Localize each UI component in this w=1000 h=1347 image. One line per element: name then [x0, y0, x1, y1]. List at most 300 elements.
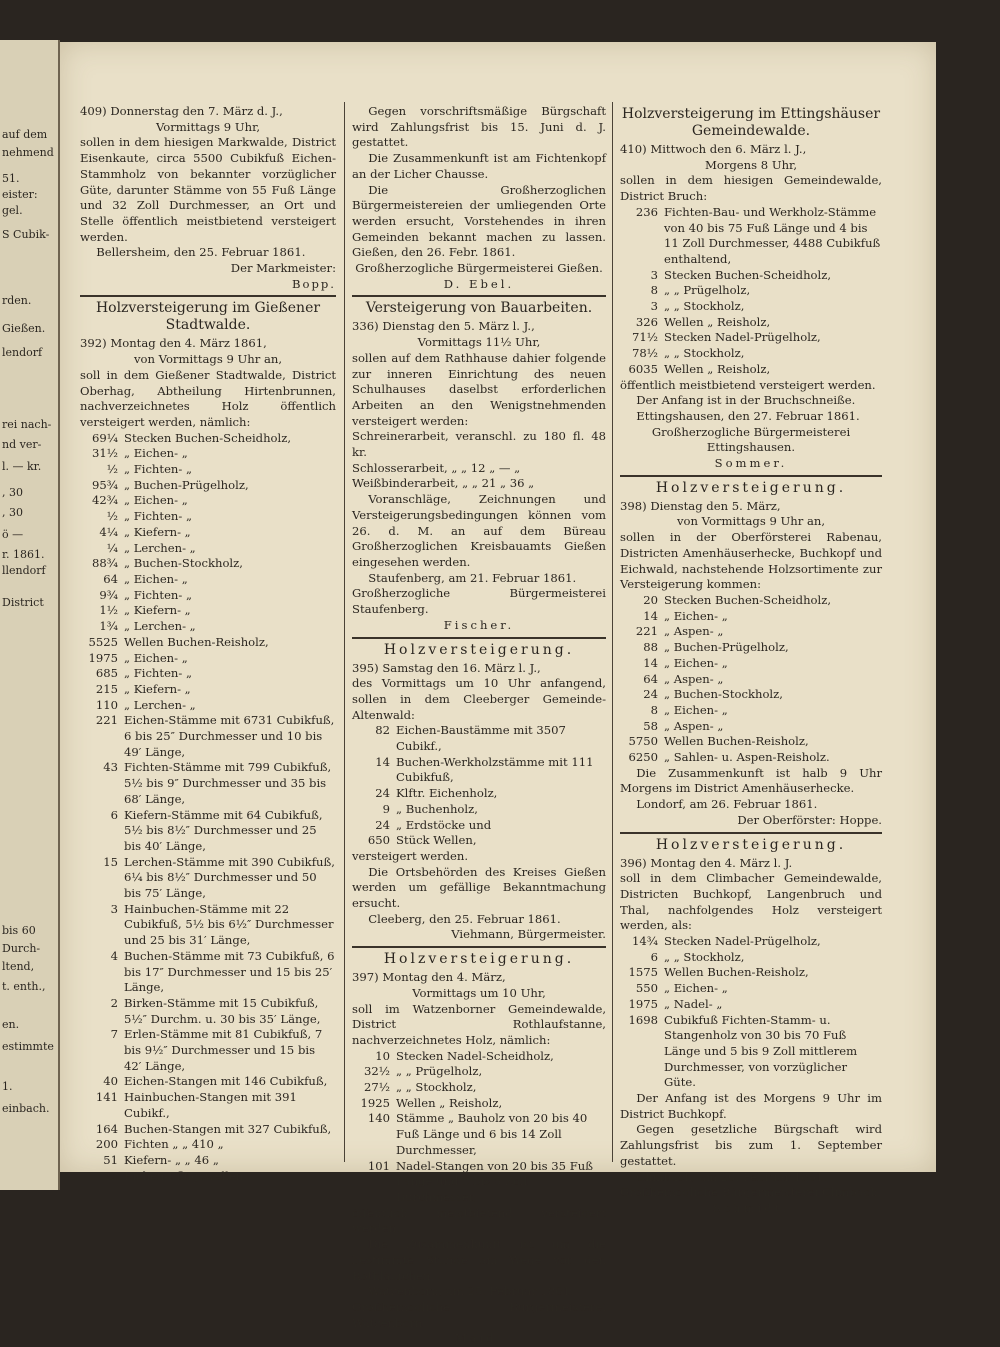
lot-quantity: 1975 [88, 650, 118, 665]
lot-quantity: 140 [367, 1111, 390, 1126]
lot-description: „ Buchen-Prügelholz, [124, 477, 249, 492]
adjacent-page-fragment: District [2, 596, 44, 609]
divider [352, 295, 606, 297]
lot-description: „ Nadel- „ [664, 996, 723, 1011]
list-item [80, 478, 336, 494]
list-item [80, 541, 336, 557]
lot-description: Stecken Buchen-Scheidholz, [664, 592, 832, 607]
lot-quantity: 24 [375, 786, 390, 801]
list-item [80, 446, 336, 462]
notice-signer-title: Großherzogliche Bürgermeisterei Gießen. [355, 261, 603, 276]
list-item [620, 624, 882, 640]
list-item [80, 603, 336, 619]
list-item [80, 1169, 336, 1185]
list-item [352, 1049, 606, 1065]
list-item [620, 346, 882, 362]
notice-signature: Viehmann, Bürgermeister. [451, 927, 606, 942]
lot-quantity: 1575 [628, 965, 658, 980]
lot-description: Stämme „ Bauholz von 20 bis 40 Fuß Länge und 6 bis 14 Zoll Durchmesser, [396, 1111, 588, 1157]
lot-description: Nadel-Stangen von 20 bis 35 Fuß Länge und 3 bis 5 Zoll Durchmesser, [396, 1158, 593, 1204]
list-item [620, 750, 882, 766]
lot-quantity: 3 [650, 267, 658, 282]
notice-signer-title: Der Markmeister: [230, 261, 336, 276]
lot-quantity: 1½ [99, 603, 118, 618]
wood-lot-list [620, 593, 882, 766]
notice-395 [352, 642, 606, 944]
lot-quantity: 5750 [628, 734, 658, 749]
list-item [620, 609, 882, 625]
lot-quantity: 14 [643, 608, 658, 623]
notice-signature: Maid. [454, 1331, 504, 1346]
list-item [80, 1137, 336, 1153]
lot-description: Fichten „ „ 410 „ [124, 1137, 224, 1152]
adjacent-page-fragment: en. [2, 1018, 20, 1031]
notice-body: Gegen gesetzliche Bürgschaft wird Zahlungsfrist bis zum 1. September gestattet. [620, 1122, 882, 1168]
lot-description: „ „ Prügelholz, [396, 1064, 483, 1079]
column-3 [620, 104, 882, 1217]
lot-quantity: 31½ [92, 446, 118, 461]
lot-quantity: 22 [103, 1168, 118, 1183]
lot-quantity: 40 [103, 1074, 118, 1089]
notice-signature: Fischer. [443, 617, 515, 632]
list-item [352, 802, 606, 818]
notice-body: sollen in dem hiesigen Gemeindewalde, District Bruch: [620, 173, 882, 204]
lot-description: „ Aspen- „ [664, 624, 724, 639]
lot-description: Stecken Buchen-Scheidholz, [124, 430, 292, 445]
notice-heading: Holzversteigerung im Ettingshäuser Gemeindewalde. [621, 106, 881, 139]
lot-quantity: 4 [110, 948, 118, 963]
lot-quantity: 58 [643, 718, 658, 733]
notice-signer-title: Großherzogliche Bürgermeisterei Staufenberg. [352, 586, 606, 617]
lot-description: Stecken Buchen-Scheidholz, [664, 267, 832, 282]
list-item [352, 723, 606, 754]
work-item: Schreinerarbeit, veranschl. zu 180 fl. 48 kr. [352, 429, 606, 460]
lot-quantity: 20 [643, 592, 658, 607]
list-item [80, 572, 336, 588]
notice-heading: Holzversteigerung. [383, 641, 575, 658]
lot-quantity: 24 [375, 817, 390, 832]
notice-signature: Sommer. [714, 456, 788, 471]
notice-392 [80, 300, 336, 1184]
lot-quantity: 1698 [628, 1012, 658, 1027]
notice-date: 396) Montag den 4. März l. J. [620, 855, 793, 870]
lot-quantity: 6 [650, 949, 658, 964]
list-item [620, 997, 882, 1013]
lot-description: Wellen „ Reisholz, [664, 361, 771, 376]
lot-quantity: 9 [382, 801, 390, 816]
lot-quantity: 2 [110, 995, 118, 1010]
adjacent-page-fragment: t. enth., [2, 980, 46, 993]
list-item [80, 493, 336, 509]
lot-quantity: 24 [643, 687, 658, 702]
lot-description: „ Erdstöcke und [396, 817, 492, 832]
list-item [80, 713, 336, 760]
notice-heading: Versteigerung von Bauarbeiten. [365, 300, 593, 317]
lot-description: Klftr. Eichenholz, [396, 786, 498, 801]
list-item [620, 934, 882, 950]
lot-quantity: 6 [110, 807, 118, 822]
lot-description: „ Lerchen- „ [124, 697, 196, 712]
lot-description: „ Fichten- „ [124, 462, 193, 477]
lot-quantity: 236 [635, 204, 658, 219]
lot-description: Buchen-Werkholzstämme mit 111 Cubikfuß, [396, 754, 594, 785]
lot-quantity: 101 [367, 1158, 390, 1173]
list-item [80, 1122, 336, 1138]
lot-description: „ „ Prügelholz, [664, 283, 751, 298]
divider [620, 475, 882, 477]
adjacent-page-fragment: 51. [2, 172, 20, 185]
lot-description: Eichen-Baustämme mit 3507 Cubikf., [396, 723, 566, 754]
notice-409 [80, 104, 336, 292]
list-item [80, 902, 336, 949]
lot-description: „ Buchen-Stockholz, [124, 556, 243, 571]
notice-time: von Vormittags 9 Uhr an, [133, 352, 283, 367]
adjacent-page-fragment: bis 60 [2, 924, 36, 937]
list-item [80, 1074, 336, 1090]
column-rule [612, 102, 613, 1162]
notice-place-date: Staufenberg, am 21. Februar 1861. [368, 570, 577, 585]
lot-quantity: 5525 [88, 634, 118, 649]
adjacent-page-fragment: llendorf [2, 564, 46, 577]
list-item [80, 808, 336, 855]
lot-description: „ Eichen- „ [124, 571, 188, 586]
notice-410 [620, 106, 882, 472]
lot-quantity: 215 [95, 681, 118, 696]
lot-description: „ Fichten- „ [124, 509, 193, 524]
notice-body: Die Zusammenkunft ist am Fichtenkopf an der Licher Chausse. [352, 151, 606, 181]
notice-place-date: Cleeberg, den 25. Februar 1861. [368, 911, 561, 926]
lot-quantity: 88 [643, 640, 658, 655]
lot-description: Stück Wellen, [396, 833, 477, 848]
lot-quantity: 88¾ [92, 556, 118, 571]
notice-date: 410) Mittwoch den 6. März l. J., [620, 142, 807, 156]
lot-quantity: ½ [106, 462, 118, 477]
wood-lot-list [620, 205, 882, 378]
work-item: Schlosserarbeit, „ „ 12 „ — „ [352, 460, 521, 475]
list-item [80, 431, 336, 447]
list-item [620, 315, 882, 331]
lot-description: „ Eichen- „ [664, 702, 728, 717]
adjacent-page-fragment: rei nach- [2, 418, 52, 431]
lot-quantity: 10 [375, 1048, 390, 1063]
adjacent-page-fragment: Durch- [2, 942, 41, 955]
lot-quantity: 8 [650, 283, 658, 298]
lot-description: Stecken Nadel-Scheidholz, [396, 1048, 554, 1063]
lot-description: Kiefern-Stämme mit 64 Cubikfuß, 5½ bis 8½″ Durchmesser und 25 bis 40′ Länge, [124, 807, 323, 853]
notice-heading: Holzversteigerung. [655, 836, 847, 853]
wood-lot-list [352, 1049, 606, 1206]
adjacent-page-fragment: einbach. [2, 1102, 50, 1115]
lot-description: Buchen-Stangen mit 327 Cubikfuß, [124, 1121, 332, 1136]
lot-description: Eichen-Pflugswellen. [124, 1168, 247, 1183]
lot-quantity: 78½ [632, 346, 658, 361]
notice-place-date: Ettingshausen, den 27. Februar 1861. [636, 408, 860, 423]
lot-quantity: 221 [635, 624, 658, 639]
lot-description: Stecken Nadel-Prügelholz, [664, 330, 821, 345]
lot-quantity: 221 [95, 713, 118, 728]
notice-body: versteigert werden. [352, 848, 469, 863]
lot-quantity: 3 [650, 299, 658, 314]
adjacent-page-fragment: , 30 [2, 486, 23, 499]
list-item [80, 666, 336, 682]
notice-signer-title: Großherzogliche Bürgermeisterei Watzenborn. [352, 1299, 606, 1330]
notice-signature: Der Oberförster: Hoppe. [737, 812, 882, 827]
wood-lot-list [620, 934, 882, 1091]
notice-body: Voranschläge, Zeichnungen und Versteigerungsbedingungen können vom 26. d. M. an auf dem Büreau Großherzoglichen Kreisbauamts Gießen eingesehen werden. [352, 492, 606, 569]
lot-description: Hainbuchen-Stämme mit 22 Cubikfuß, 5½ bis 6½″ Durchmesser und 25 bis 31′ Länge, [124, 901, 334, 948]
list-item [80, 949, 336, 996]
list-item [80, 855, 336, 902]
newspaper-page [60, 42, 936, 1346]
notice-body: Die Zusammenkunft ist um die bestimmte Stunde am Wege vor den Rothläufchen. [352, 1237, 606, 1283]
lot-quantity: 69¼ [92, 430, 118, 445]
notice-place-date: Watzenborn, am 25. Februar 1861. [368, 1284, 574, 1299]
list-item [352, 1080, 606, 1096]
lot-description: Wellen Buchen-Reisholz, [664, 965, 809, 980]
list-item [620, 330, 882, 346]
lot-quantity: ¼ [106, 540, 118, 555]
notice-body: soll im Watzenborner Gemeindewalde, District Rothlaufstanne, nachverzeichnetes Holz, nämlich: [352, 1001, 606, 1047]
column-rule [344, 102, 345, 1162]
list-item [80, 509, 336, 525]
notice-date: 336) Dienstag den 5. März l. J., [352, 319, 535, 334]
lot-quantity: 14 [375, 754, 390, 769]
divider [620, 832, 882, 834]
divider [352, 946, 606, 948]
notice-body: sollen in dem hiesigen Markwalde, District Eisenkaute, circa 5500 Cubikfuß Eichen-Stammholz von bekannter vorzüglicher Güte, darunter Stämme von 55 Fuß Länge und 32 Zoll Durchmesser, an Ort und Stelle öffentlich meistbietend versteigert werden. [80, 135, 336, 244]
lot-quantity: 6250 [628, 750, 658, 765]
lot-description: Lerchen-Stämme mit 390 Cubikfuß, 6¼ bis 8½″ Durchmesser und 50 bis 75′ Länge, [124, 854, 335, 901]
adjacent-page-fragment: auf dem [2, 128, 48, 141]
list-item [620, 703, 882, 719]
lot-description: Wellen Buchen-Reisholz, [664, 734, 809, 749]
lot-description: Eichen-Stämme mit 6731 Cubikfuß, 6 bis 25″ Durchmesser und 10 bis 49′ Länge, [124, 713, 335, 759]
lot-description: Stecken Nadel-Prügelholz, [664, 934, 821, 949]
list-item [620, 687, 882, 703]
list-item [352, 833, 606, 849]
notice-date: 397) Montag den 4. März, [352, 970, 506, 985]
divider [352, 637, 606, 639]
lot-description: Cubikfuß Fichten-Stamm- u. Stangenholz von 30 bis 70 Fuß Länge und 5 bis 9 Zoll mittlerem Durchmesser, von vorzüglicher Güte. [664, 1012, 858, 1090]
wood-lot-list [352, 723, 606, 849]
lot-description: „ Kiefern- „ [124, 524, 191, 539]
column-1 [80, 104, 336, 1184]
lot-description: „ Aspen- „ [664, 671, 724, 686]
lot-description: „ Eichen- „ [124, 493, 188, 508]
lot-description: Wellen „ Reisholz, [664, 314, 771, 329]
lot-quantity: 9¾ [99, 587, 118, 602]
adjacent-page-fragment: 1. [2, 1080, 13, 1093]
list-item [80, 1090, 336, 1121]
lot-description: Erlen-Stämme mit 81 Cubikfuß, 7 bis 9½″ Durchmesser und 15 bis 42′ Länge, [124, 1027, 323, 1073]
notice-heading: Holzversteigerung. [655, 479, 847, 496]
lot-description: „ Eichen- „ [124, 650, 188, 665]
lot-quantity: 51 [103, 1153, 118, 1167]
notice-336 [352, 300, 606, 633]
lot-description: Buchen-Stämme mit 73 Cubikfuß, 6 bis 17″ Durchmesser und 15 bis 25′ Länge, [124, 948, 335, 995]
list-item [620, 593, 882, 609]
list-item [620, 672, 882, 688]
divider [80, 295, 336, 297]
work-item: Weißbinderarbeit, „ „ 21 „ 36 „ [352, 476, 535, 491]
adjacent-page-fragment: ltend, [2, 960, 35, 973]
lot-description: „ Lerchen- „ [124, 540, 196, 555]
notice-signature: D. Ebel. [443, 276, 515, 291]
lot-description: „ Kiefern- „ [124, 603, 191, 618]
wood-lot-list [80, 431, 336, 1185]
notice-signature: Bopp. [291, 276, 336, 291]
notice-heading: Holzversteigerung. [383, 951, 575, 968]
notice-place-date: Bellersheim, den 25. Februar 1861. [96, 245, 306, 260]
lot-quantity: 32½ [364, 1064, 390, 1079]
lot-quantity: 1925 [360, 1095, 390, 1110]
list-item [620, 268, 882, 284]
lot-quantity: 4¼ [99, 524, 118, 539]
adjacent-page-fragment: , 30 [2, 506, 23, 519]
list-item [80, 682, 336, 698]
lot-description: „ Buchen-Prügelholz, [664, 640, 789, 655]
list-item [620, 205, 882, 268]
lot-description: Eichen-Stangen mit 146 Cubikfuß, [124, 1074, 328, 1089]
list-item [620, 640, 882, 656]
notice-signer-title: Großherzogliche Bürgermeisterei Ettingshausen. [651, 424, 851, 455]
lot-description: Hainbuchen-Stangen mit 391 Cubikf., [124, 1090, 297, 1120]
adjacent-page-fragment: r. 1861. [2, 548, 45, 561]
adjacent-page-fragment: gel. [2, 204, 23, 217]
list-item [352, 818, 606, 834]
lot-description: „ „ Stockholz, [664, 346, 745, 361]
notice-date: 395) Samstag den 16. März l. J., [352, 660, 541, 675]
lot-quantity: 550 [635, 981, 658, 996]
lot-quantity: 64 [643, 671, 658, 686]
lot-quantity: 650 [367, 833, 390, 848]
column-2 [352, 104, 606, 1347]
list-item [620, 965, 882, 981]
lot-quantity: 685 [95, 666, 118, 681]
lot-description: „ Fichten- „ [124, 666, 193, 681]
notice-body: öffentlich meistbietend versteigert werden. [620, 377, 876, 392]
lot-description: Wellen „ Reisholz, [396, 1095, 503, 1110]
adjacent-page-fragment: l. — kr. [2, 460, 42, 473]
lot-quantity: 3 [110, 901, 118, 916]
list-item [80, 1153, 336, 1169]
lot-description: „ Fichten- „ [124, 587, 193, 602]
notice-date: 409) Donnerstag den 7. März d. J., [80, 104, 283, 118]
list-item [620, 283, 882, 299]
lot-description: „ Aspen- „ [664, 718, 724, 733]
notice-body: sollen auf dem Rathhause dahier folgende zur inneren Einrichtung des neuen Schulhauses daselbst erforderlichen Arbeiten an den Wenigstnehmenden versteigert werden: [352, 350, 606, 428]
list-item [80, 635, 336, 651]
lot-quantity: 82 [375, 723, 390, 738]
lot-quantity: 7 [110, 1027, 118, 1042]
lot-description: „ Buchenholz, [396, 801, 478, 816]
list-item [620, 734, 882, 750]
notice-time: von Vormittags 9 Uhr an, [676, 514, 826, 529]
lot-description: „ Buchen-Stockholz, [664, 687, 783, 702]
lot-description: „ Kiefern- „ [124, 681, 191, 696]
notice-body: Die Großherzoglichen Bürgermeistereien der umliegenden Orte werden ersucht, Vorstehendes in ihren Gemeinden bekannt machen zu lassen. Gießen, den 26. Febr. 1861. [352, 182, 606, 260]
list-item [620, 719, 882, 735]
list-item [80, 1027, 336, 1074]
notice-time: Vormittags 9 Uhr, [155, 119, 261, 134]
list-item [620, 1013, 882, 1092]
notice-time: Vormittags um 10 Uhr, [412, 985, 546, 1000]
list-item [620, 656, 882, 672]
notice-date: 398) Dienstag den 5. März, [620, 498, 781, 513]
notice-heading: Holzversteigerung im Gießener Stadtwalde. [95, 300, 321, 334]
lot-quantity: 1975 [628, 996, 658, 1011]
lot-quantity: 14 [643, 655, 658, 670]
lot-quantity: 141 [95, 1090, 118, 1105]
list-item [352, 1111, 606, 1158]
list-item [80, 462, 336, 478]
adjacent-page-fragment: lendorf [2, 346, 43, 359]
lot-quantity: 8 [650, 702, 658, 717]
lot-description: „ „ Stockholz, [396, 1080, 477, 1095]
lot-description: „ Eichen- „ [664, 981, 728, 996]
notice-body: Der Anfang ist in der Bruchschneiße. [636, 393, 856, 408]
list-item [80, 651, 336, 667]
lot-description: Birken-Stämme mit 15 Cubikfuß, 5½″ Durchm. u. 30 bis 35′ Länge, [124, 995, 321, 1026]
adjacent-page-fragment: Gießen. [2, 322, 46, 335]
lot-quantity: 14¾ [632, 934, 658, 949]
notice-signer-title: Großherzogliche Bürgermeisterei Climbach. [620, 1185, 882, 1200]
lot-quantity: 95¾ [92, 477, 118, 492]
notice-body: Die Zusammenkunft ist halb 9 Uhr Morgens im District Amenhäuserhecke. [620, 765, 882, 796]
notice-body: soll in dem Climbacher Gemeindewalde, Districten Buchkopf, Langenbruch und Thal, nachfolgendes Holz versteigert werden, als: [620, 871, 882, 933]
lot-description: Fichten-Bau- und Werkholz-Stämme von 40 bis 75 Fuß Länge und 4 bis 11 Zoll Durchmesser, 4488 Cubikfuß enthaltend, [664, 204, 881, 266]
list-item [352, 1064, 606, 1080]
notice-signature: Schmidt. [712, 1201, 790, 1215]
lot-description: „ Sahlen- u. Aspen-Reisholz. [664, 750, 830, 765]
notice-body: sollen in der Oberförsterei Rabenau, Districten Amenhäuserhecke, Buchkopf und Eichwald, nachstehende Holzsortimente zur Versteigerung kommen: [620, 530, 882, 592]
notice-398 [620, 480, 882, 829]
lot-quantity: 71½ [632, 330, 658, 345]
notice-date: 392) Montag den 4. März 1861, [80, 336, 267, 351]
notice-time: Vormittags 11½ Uhr, [417, 335, 541, 350]
lot-quantity: 6035 [628, 361, 658, 376]
adjacent-page-fragment: estimmte [2, 1040, 54, 1053]
adjacent-page-fragment: nehmend [2, 146, 54, 159]
lot-quantity: 164 [95, 1121, 118, 1136]
notice-body: Die Ortsbehörden des Kreises Gießen werden um gefällige Bekanntmachung ersucht. [352, 864, 606, 911]
lot-quantity: 42¾ [92, 493, 118, 508]
lot-quantity: 27½ [364, 1080, 390, 1095]
list-item [80, 996, 336, 1027]
list-item [80, 525, 336, 541]
list-item [80, 760, 336, 807]
lot-quantity: 64 [103, 571, 118, 586]
notice-body: soll in dem Gießener Stadtwalde, District Oberhag, Abtheilung Hirtenbrunnen, nachverzeichnetes Holz öffentlich versteigert werden, nämlich: [80, 367, 336, 429]
notice-body: Gegen vorschriftsmäßige Bürgschaft wird Zahlungsfrist bis 15. Juni d. J. gestattet. [352, 104, 606, 150]
lot-description: „ Eichen- „ [664, 608, 728, 623]
lot-description: Fichten-Stämme mit 799 Cubikfuß, 5½ bis 9″ Durchmesser und 35 bis 68′ Länge, [124, 760, 332, 806]
adjacent-page-fragment: eister: [2, 188, 38, 201]
notice-body: des Vormittags um 10 Uhr anfangend, sollen in dem Cleeberger Gemeinde-Altenwald: [352, 676, 606, 722]
list-item [352, 755, 606, 786]
list-item [352, 1096, 606, 1112]
list-item [80, 619, 336, 635]
lot-description: „ „ Stockholz, [664, 299, 745, 314]
lot-description: „ Eichen- „ [664, 655, 728, 670]
notice-body: öffentlich meistbietend versteigert werden. [352, 1205, 606, 1236]
list-item [352, 1159, 606, 1206]
adjacent-page-fragment: nd ver- [2, 438, 42, 451]
lot-quantity: 326 [635, 314, 658, 329]
list-item [620, 950, 882, 966]
list-item [80, 588, 336, 604]
lot-quantity: 15 [103, 854, 118, 869]
